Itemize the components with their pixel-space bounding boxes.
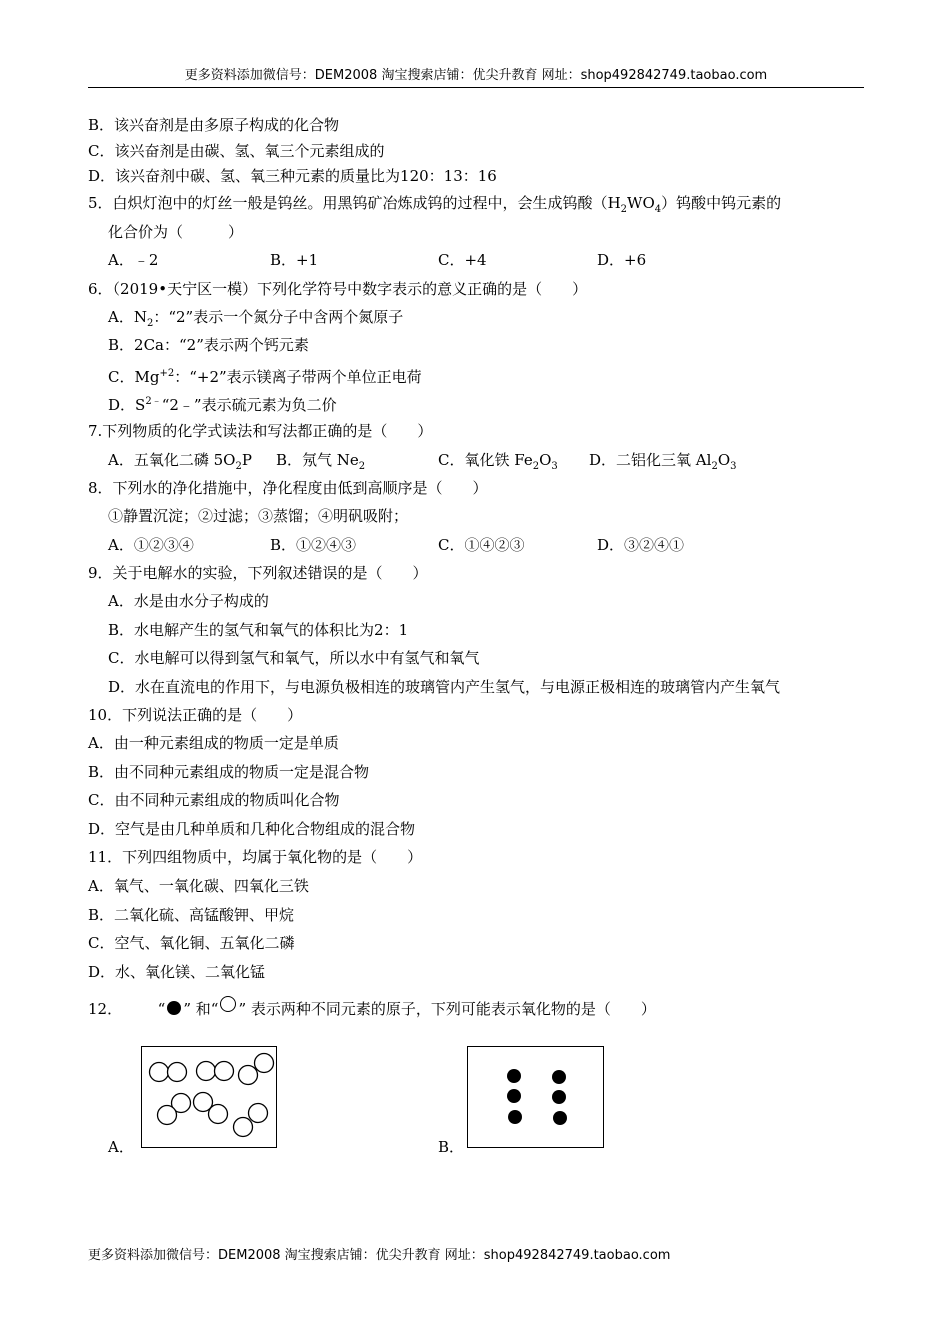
q5-option-c: C．+4 bbox=[438, 251, 487, 269]
q5-option-b: B．+1 bbox=[270, 251, 319, 269]
q4-option-c: C．该兴奋剂是由碳、氢、氧三个元素组成的 bbox=[88, 142, 385, 160]
q10-stem: 10．下列说法正确的是（ ） bbox=[88, 706, 303, 724]
q5-option-d: D．+6 bbox=[597, 251, 647, 269]
page-header: 更多资料添加微信号：DEM2008 淘宝搜索店铺：优尖升教育 网址：shop492842749.taobao.com bbox=[184, 68, 768, 83]
q6-option-a-sub: 2 bbox=[146, 318, 154, 329]
q8-list: ①静置沉淀；②过滤；③蒸馏；④明矾吸附； bbox=[108, 507, 409, 525]
q7-option-c-o: O bbox=[539, 451, 552, 469]
black-atom bbox=[553, 1111, 567, 1125]
q12-option-b-label: B． bbox=[438, 1138, 465, 1156]
q5-stem bbox=[88, 192, 781, 221]
q5-option-a: A．﹣2 bbox=[108, 251, 159, 269]
q7-option-b bbox=[276, 449, 365, 478]
q10-option-c: C．由不同种元素组成的物质叫化合物 bbox=[88, 791, 340, 809]
q6-option-d bbox=[108, 391, 337, 416]
q7-option-d bbox=[589, 449, 737, 478]
white-atom-icon bbox=[220, 996, 236, 1012]
q7-option-a-tail: P bbox=[241, 451, 252, 469]
q7-option-c bbox=[438, 449, 558, 478]
q5-stem-part1: 5．白炽灯泡中的灯丝一般是钨丝。用黑钨矿冶炼成钨的过程中，会生成钨酸（ bbox=[88, 194, 608, 212]
q9-option-b: B．水电解产生的氢气和氧气的体积比为2：1 bbox=[108, 621, 409, 639]
white-atom bbox=[239, 1066, 258, 1085]
q11-option-d: D．水、氧化镁、二氧化锰 bbox=[88, 963, 266, 981]
white-atom bbox=[150, 1063, 169, 1082]
q6-option-a-text: A．N bbox=[108, 308, 147, 326]
black-atom bbox=[552, 1090, 566, 1104]
q12-quote-open-2: “ bbox=[210, 1000, 219, 1018]
q12-number: 12． bbox=[88, 1000, 123, 1018]
q7-option-b-text: B．氖气 Ne bbox=[276, 451, 359, 469]
q8-option-b: B．①②④③ bbox=[270, 536, 357, 554]
white-atom bbox=[209, 1105, 228, 1124]
q12-option-a-label: A． bbox=[108, 1138, 134, 1156]
q12-quote-open-1: “ bbox=[157, 1000, 166, 1018]
q10-option-a: A．由一种元素组成的物质一定是单质 bbox=[88, 734, 339, 752]
q4-option-b: B．该兴奋剂是由多原子构成的化合物 bbox=[88, 116, 340, 134]
q6-option-b: B．2Ca：“2”表示两个钙元素 bbox=[108, 336, 309, 354]
black-atom bbox=[508, 1110, 522, 1124]
white-atom bbox=[168, 1063, 187, 1082]
q6-option-a bbox=[108, 306, 403, 335]
q11-option-c: C．空气、氧化铜、五氧化二磷 bbox=[88, 934, 295, 952]
q7-option-c-text: C．氧化铁 Fe bbox=[438, 451, 533, 469]
q9-option-a: A．水是由水分子构成的 bbox=[108, 592, 269, 610]
white-atom bbox=[197, 1062, 216, 1081]
q7-option-a bbox=[108, 449, 252, 478]
q7-option-a-text: A．五氧化二磷 5O bbox=[108, 451, 236, 469]
q5-stem-part2: ）钨酸中钨元素的 bbox=[661, 194, 782, 212]
q5-stem-line2: 化合价为（ ） bbox=[108, 223, 244, 241]
q12-quote-close-1: ” bbox=[183, 1000, 191, 1018]
q8-option-c: C．①④②③ bbox=[438, 536, 525, 554]
q12-stem-text: 表示两种不同元素的原子，下列可能表示氧化物的是（ ） bbox=[250, 1000, 656, 1018]
black-atom bbox=[507, 1089, 521, 1103]
q7-option-c-sub1: 2 bbox=[532, 461, 540, 472]
header-divider bbox=[88, 87, 864, 88]
q9-stem: 9．关于电解水的实验，下列叙述错误的是（ ） bbox=[88, 564, 428, 582]
q6-stem: 6．（2019•天宁区一模）下列化学符号中数字表示的意义正确的是（ ） bbox=[88, 280, 588, 298]
q12-stem bbox=[88, 996, 656, 1020]
q7-option-d-text: D．二铝化三氧 Al bbox=[589, 451, 712, 469]
q6-option-d-sup: 2﹣ bbox=[145, 396, 162, 407]
q12-option-b-molecules bbox=[468, 1047, 602, 1146]
q6-option-a-desc: ：“2”表示一个氮分子中含两个氮原子 bbox=[153, 308, 404, 326]
q12-quote-close-2: ” bbox=[238, 1000, 247, 1018]
q6-option-d-desc: “2﹣”表示硫元素为负二价 bbox=[161, 396, 337, 414]
q5-formula-wo: WO bbox=[627, 194, 655, 212]
q12-conjunction: 和 bbox=[195, 1000, 211, 1018]
q5-formula-h: H bbox=[607, 194, 621, 212]
q7-option-d-sub1: 2 bbox=[711, 461, 718, 472]
q7-option-d-o: O bbox=[717, 451, 731, 469]
q12-option-a-molecules bbox=[142, 1047, 275, 1146]
white-atom bbox=[255, 1054, 274, 1073]
q6-option-c-desc: ：“+2”表示镁离子带两个单位正电荷 bbox=[174, 368, 422, 386]
q11-stem: 11．下列四组物质中，均属于氧化物的是（ ） bbox=[88, 848, 423, 866]
q9-option-d: D．水在直流电的作用下，与电源负极相连的玻璃管内产生氢气，与电源正极相连的玻璃管内产生氧气 bbox=[108, 678, 781, 696]
black-atom-icon bbox=[167, 1001, 181, 1015]
q12-option-a-diagram bbox=[141, 1046, 277, 1148]
q8-option-a: A．①②③④ bbox=[108, 536, 194, 554]
q8-stem: 8．下列水的净化措施中，净化程度由低到高顺序是（ ） bbox=[88, 479, 488, 497]
q11-option-b: B．二氧化硫、高锰酸钾、甲烷 bbox=[88, 906, 295, 924]
white-atom bbox=[215, 1062, 234, 1081]
q6-option-d-text: D．S bbox=[108, 396, 146, 414]
black-atom bbox=[552, 1070, 566, 1084]
white-atom bbox=[234, 1118, 253, 1137]
q8-option-d: D．③②④① bbox=[597, 536, 685, 554]
white-atom bbox=[249, 1104, 268, 1123]
q7-option-a-sub: 2 bbox=[235, 461, 242, 472]
q7-option-c-sub2: 3 bbox=[551, 461, 558, 472]
white-atom bbox=[158, 1106, 177, 1125]
q4-option-d: D．该兴奋剂中碳、氢、氧三种元素的质量比为120：13：16 bbox=[88, 167, 497, 185]
q6-option-c-text: C．Mg bbox=[108, 368, 160, 386]
q11-option-a: A．氧气、一氧化碳、四氧化三铁 bbox=[88, 877, 309, 895]
page-footer: 更多资料添加微信号：DEM2008 淘宝搜索店铺：优尖升教育 网址：shop492842749.taobao.com bbox=[88, 1248, 671, 1263]
black-atom bbox=[507, 1069, 521, 1083]
q6-option-c bbox=[108, 363, 422, 388]
q7-option-b-sub: 2 bbox=[358, 461, 366, 472]
q9-option-c: C．水电解可以得到氢气和氧气，所以水中有氢气和氧气 bbox=[108, 649, 480, 667]
q10-option-d: D．空气是由几种单质和几种化合物组成的混合物 bbox=[88, 820, 416, 838]
q10-option-b: B．由不同种元素组成的物质一定是混合物 bbox=[88, 763, 370, 781]
q7-option-d-sub2: 3 bbox=[730, 461, 737, 472]
q6-option-c-sup: +2 bbox=[159, 368, 175, 379]
q5-formula-sub2: 2 bbox=[620, 204, 628, 215]
q5-formula-sub4: 4 bbox=[654, 204, 662, 215]
q12-option-b-diagram bbox=[467, 1046, 604, 1148]
q7-stem: 7.下列物质的化学式读法和写法都正确的是（ ） bbox=[88, 422, 433, 440]
